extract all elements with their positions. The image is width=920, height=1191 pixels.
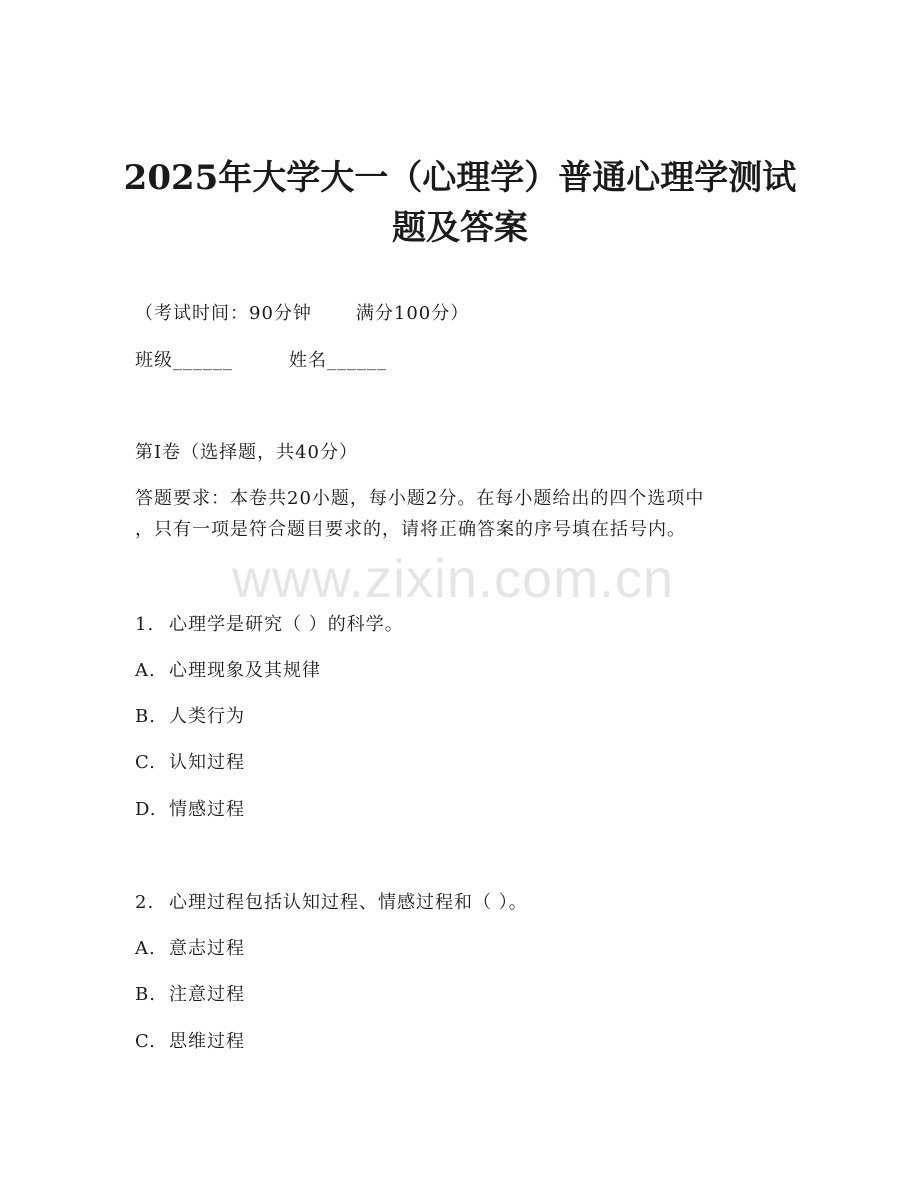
option-letter: A. [135, 660, 156, 681]
option-text: 情感过程 [169, 799, 245, 820]
section-heading: 第I卷（选择题，共40分） [135, 442, 359, 463]
document-title-line-2: 题及答案 [392, 208, 528, 248]
option-text: 意志过程 [169, 938, 245, 959]
option-text: 认知过程 [169, 752, 245, 773]
option-text: 注意过程 [169, 984, 245, 1005]
student-info [135, 349, 387, 373]
option-text: 思维过程 [169, 1031, 245, 1052]
question-1 [135, 613, 404, 637]
exam-info [135, 302, 469, 326]
option-letter: A. [135, 938, 156, 959]
option-letter: B. [135, 984, 156, 1005]
class-field-label: 班级______ [135, 350, 233, 371]
question-2-option-c [135, 1030, 245, 1054]
name-field-label: 姓名______ [289, 350, 387, 371]
question-1-option-d [135, 798, 245, 822]
option-letter: D. [135, 799, 157, 820]
exam-time: （考试时间：90分钟 [135, 303, 312, 324]
exam-full-score: 满分100分） [355, 303, 470, 324]
option-letter: C. [135, 1031, 156, 1052]
question-stem: 心理过程包括认知过程、情感过程和（ ）。 [169, 892, 528, 913]
section-instructions-line-2: ，只有一项是符合题目要求的，请将正确答案的序号填在括号内。 [135, 519, 686, 540]
question-2-option-b [135, 983, 245, 1007]
question-stem: 心理学是研究（ ）的科学。 [169, 614, 404, 635]
option-letter: C. [135, 752, 156, 773]
question-number: 2. [135, 892, 155, 913]
document-title-line-1: 2025年大学大一（心理学）普通心理学测试 [123, 158, 797, 198]
question-1-option-b [135, 705, 245, 729]
option-text: 人类行为 [169, 706, 245, 727]
section-instructions-line-1: 答题要求：本卷共20小题，每小题2分。在每小题给出的四个选项中 [135, 488, 705, 509]
option-text: 心理现象及其规律 [169, 660, 321, 681]
question-number: 1. [135, 614, 155, 635]
question-2 [135, 891, 528, 915]
question-1-option-c [135, 751, 245, 775]
option-letter: B. [135, 706, 156, 727]
question-1-option-a [135, 659, 321, 683]
question-2-option-a [135, 937, 245, 961]
watermark: www.zixin.com.cn [232, 549, 675, 609]
